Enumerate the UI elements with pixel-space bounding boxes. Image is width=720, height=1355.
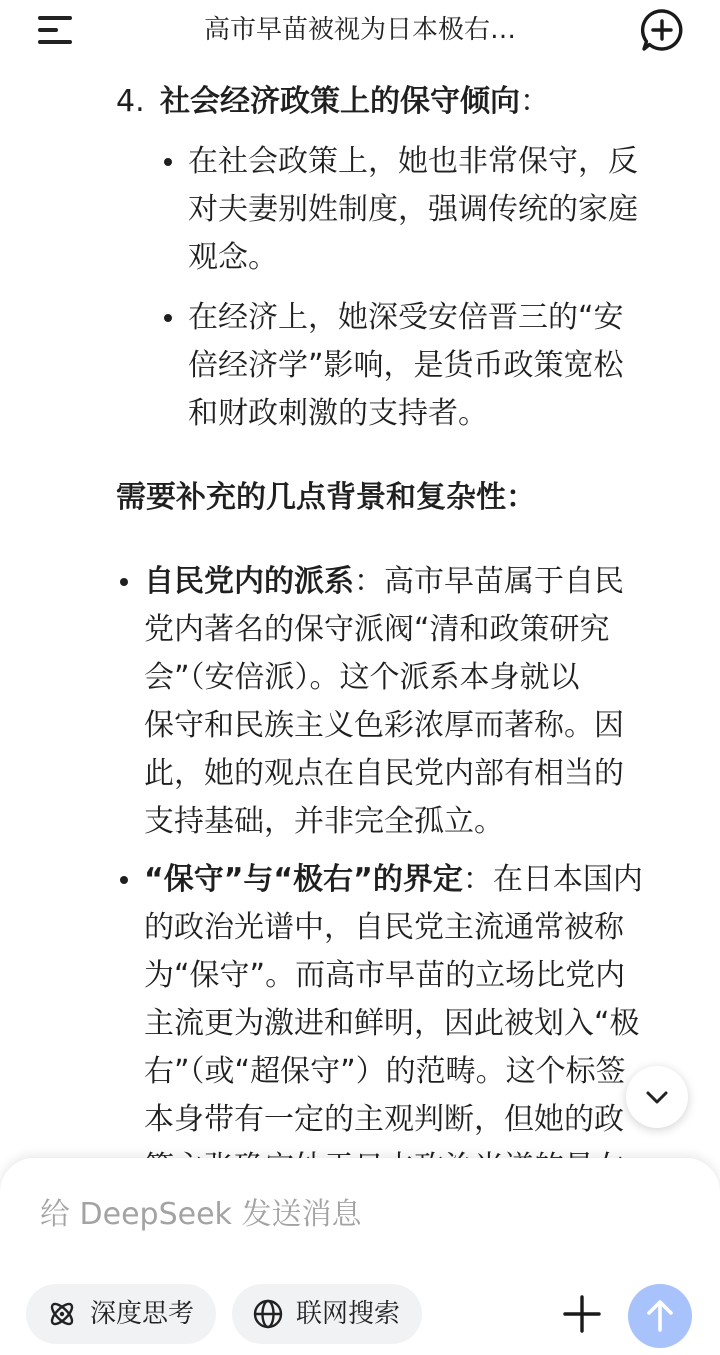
atom-icon [46, 1298, 78, 1330]
point-text-line: 右”（或“超保守”）的范畴。这个标签 [144, 1054, 626, 1089]
new-chat-plus-icon[interactable] [640, 8, 684, 52]
bullet-text-line: 和财政刺激的支持者。 [188, 396, 488, 431]
send-button[interactable] [628, 1284, 692, 1348]
bullet-text-line: 观念。 [188, 240, 278, 275]
conversation-title[interactable]: 高市早苗被视为日本极右… [203, 15, 516, 45]
point-text-line: 保守和民族主义色彩浓厚而著称。因 [144, 708, 624, 743]
point-text-line: 本身带有一定的主观判断，但她的政 [144, 1102, 624, 1137]
bullet-dot [164, 158, 172, 166]
bullet-text-line: 对夫妻别姓制度，强调传统的家庭 [188, 192, 638, 227]
bullet-dot [120, 876, 128, 884]
scroll-to-bottom-button[interactable] [626, 1066, 688, 1128]
point-text-line: 党内著名的保守派阀“清和政策研究 [144, 612, 610, 647]
bullet-text-line: 在经济上，她深受安倍晋三的“安 [188, 300, 624, 335]
web-search-label: 联网搜索 [296, 1299, 401, 1329]
menu-icon[interactable] [36, 14, 76, 46]
bullet-dot [164, 314, 172, 322]
web-search-toggle[interactable] [232, 1284, 422, 1344]
item-heading: 社会经济政策上的保守倾向： [160, 84, 550, 119]
message-composer [0, 1158, 720, 1355]
deep-think-label: 深度思考 [90, 1299, 195, 1329]
point-text-line: 主流更为激进和鲜明，因此被划入“极 [144, 1006, 640, 1041]
bullet-dot [120, 578, 128, 586]
point-text-line: 为“保守”。而高市早苗的立场比党内 [144, 958, 626, 993]
bullet-text-line: 在社会政策上，她也非常保守，反 [188, 144, 638, 179]
list-number: 4. [116, 84, 145, 119]
attach-plus-icon[interactable] [560, 1292, 604, 1336]
point-first-line: 自民党内的派系：高市早苗属于自民 [144, 564, 624, 599]
point-text-line: 的政治光谱中，自民党主流通常被称 [144, 910, 624, 945]
bullet-text-line: 倍经济学”影响，是货币政策宽松 [188, 348, 624, 383]
globe-icon [252, 1298, 284, 1330]
top-bar [0, 0, 720, 60]
message-input[interactable] [40, 1192, 640, 1236]
assistant-message [0, 60, 720, 1160]
chevron-down-icon [643, 1083, 671, 1111]
point-first-line: “保守”与“极右”的界定：在日本国内 [144, 862, 643, 897]
point-text-line: 支持基础，并非完全孤立。 [144, 804, 504, 839]
arrow-up-icon [644, 1298, 676, 1334]
point-text-line: 此，她的观点在自民党内部有相当的 [144, 756, 624, 791]
point-text-line: 会”（安倍派）。这个派系本身就以 [144, 660, 580, 695]
section-heading: 需要补充的几点背景和复杂性： [116, 480, 536, 515]
deep-think-toggle[interactable] [26, 1284, 216, 1344]
